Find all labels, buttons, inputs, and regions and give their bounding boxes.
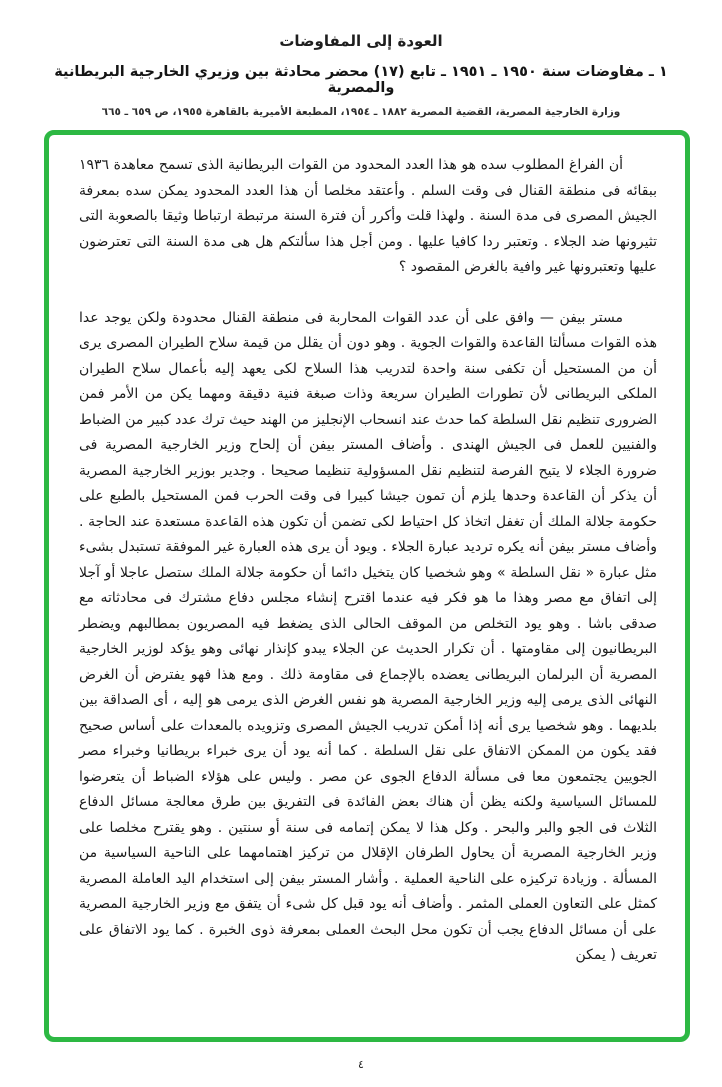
source-citation: وزارة الخارجية المصرية، القضية المصرية ١٨٨٢ ـ ١٩٥٤، المطبعة الأميرية بالقاهرة ١٩٥٥، ص ٦٥٩ ـ ٦٦٥ (101, 106, 621, 118)
section-heading: ١ ـ مفاوضات سنة ١٩٥٠ ـ ١٩٥١ ـ تابع (١٧) محضر محادثة بين وزيري الخارجية البريطانية والمصرية (54, 64, 668, 96)
paragraph-1: أن الفراغ المطلوب سده هو هذا العدد المحدود من القوات البريطانية الذى تسمح معاهدة ١٩٣٦ ببقائه فى منطقة القنال فى وقت السلم . وأعتقد مخلصا أن هذا العدد المحدود يمكن سده بمعرفة الجيش المصرى فى مدة السنة . ولهذا قلت وأكرر أن فترة السنة مرتبطة ارتباطا وثيقا بالصعوبة التى تثيرونها ضد الجلاء . وتعتبر ردا كافيا عليها . ومن أجل هذا سألتكم هل هى مدة السنة التى تعترضون عليها وتعتبرونها غير وافية بالغرض المقصود ؟ (79, 157, 657, 275)
paragraph-2: مستر بيفن — وافق على أن عدد القوات المحاربة فى منطقة القنال محدودة ولكن يوجد عدا هذه القوات مسألتا القاعدة والقوات الجوية . وهو دون أن يقلل من قيمة سلاح الطيران المصرى يرى أن من المستحيل أن تكفى سنة واحدة لتدريب هذا السلاح لكى يعهد إليه بأعمال سلاح الطيران الملكى البريطانى لأن تطورات الطيران سريعة وذات صبغة فنية دقيقة ومهما يكن من الأمر فمن الضرورى تنظيم نقل السلطة كما حدث عند انسحاب الإنجليز من الهند حيث ترك عدد كبير من الضباط والفنيين للعمل فى الجيش الهندى . وأضاف المستر بيفن أن إلحاح وزير الخارجية المصرية فى ضرورة الجلاء لا يتيح الفرصة لتنظيم نقل المسؤولية تنظيما صحيحا . وجدير بوزير الخارجية المصرية أن يذكر أن القاعدة وحدها يلزم أن تمون جيشا كبيرا فى وقت الحرب فمن المستحيل بالطبع على حكومة جلالة الملك أن تغفل اتخاذ كل احتياط لكى تضمن أن تكون هذه القاعدة مستعدة عند الحاجة . وأضاف مستر بيفن أنه يكره ترديد عبارة الجلاء . ويود أن يرى هذه العبارة غير الموفقة تستبدل بشىء مثل عبارة « نقل السلطة » وهو شخصيا كان يتخيل دائما أن حكومة جلالة الملك ستصل عاجلا أو آجلا إلى اتفاق مع مصر وهذا ما هو فكر فيه عندما اقترح إنشاء مجلس دفاع مشترك فى محادثاته مع صدقى باشا . وهو يود التخلص من الموقف الحالى الذى يضغط فيه المصريون بمطالبهم ويضطر البريطانيون إلى مقاومتها . أن تكرار الحديث عن الجلاء يبدو كإنذار نهائى وهو يؤكد لوزير الخارجية المصرية أن البرلمان البريطانى يعضده بالإجماع فى مقاومة ذلك . ومع هذا فهو يفترض أن الغرض النهائى الذى يرمى إليه وزير الخارجية المصرية هو نفس الغرض الذى يرمى هو إليه ، أى الصداقة بين بلديهما . وهو شخصيا يرى أنه إذا أمكن تدريب الجيش المصرى وتزويده بالمعدات على أساس صحيح فقد يكون من الممكن الاتفاق على نقل السلطة . كما أنه يود أن يرى خبراء بريطانيا وخبراء مصر الجويين يجتمعون معا فى مسألة الدفاع الجوى عن مصر . وليس على هؤلاء الضباط أن يتعرضوا للمسائل السياسية ولكنه يظن أن هناك بعض الفائدة فى التفريق بين طرق معالجة مسائل الدفاع الثلاث فى الجو والبر والبحر . وكل هذا لا يمكن إتمامه فى سنة أو سنتين . وهو يقترح مخلصا على وزير الخارجية المصرية أن يحاول الطرفان الإقلال من تركيز اهتمامهما على الناحية السياسية من المسألة . وزيادة تركيزه على الناحية العملية . وأشار المستر بيفن إلى استخدام اليد العاملة المصرية كمثل على التعاون العملى المثمر . وأضاف أنه يود قبل كل شىء أن يتفق مع وزير الخارجية المصرية على أن مسائل الدفاع يجب أن تكون محل البحث العملى بمعرفة ذوى الخبرة . كما يود الاتفاق على تعريف ( يمكن (79, 309, 657, 963)
page-number: ٤ (358, 1058, 364, 1071)
highlight-frame (44, 130, 690, 1042)
document-header (0, 0, 722, 118)
page-title: العودة إلى المفاوضات (279, 32, 443, 50)
